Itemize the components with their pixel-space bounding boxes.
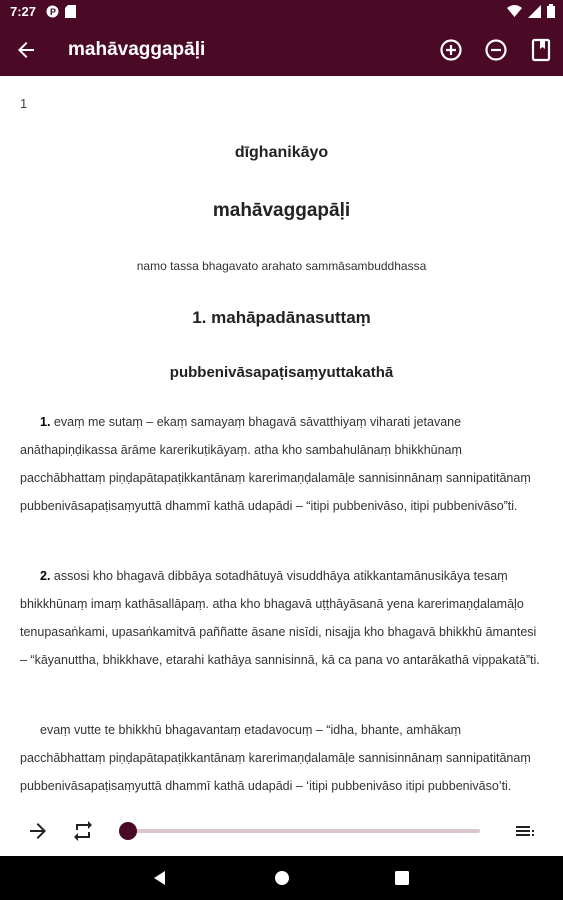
progress-thumb[interactable] xyxy=(119,822,137,840)
nav-home-icon[interactable] xyxy=(272,868,292,888)
paragraph-text: assosi kho bhagavā dibbāya sotadhātuyā visuddhāya atikkantamānusikāya tesaṃ bhikkhūnaṃ imaṃ kathāsallāpaṃ. atha kho bhagavā uṭṭhāyāsanā yena karerimaṇḍalamāḷo tenupasaṅkami, upasaṅkamitvā paññatte āsane nisīdi, nisajja kho bhagavā bhikkhū āmantesi – “kāyanuttha, bhikkhave, etarahi kathāya sannisinnā, kā ca pana vo antarākathā vippakatā”ti. xyxy=(20,569,540,667)
page-number: 1 xyxy=(20,96,28,111)
wifi-icon xyxy=(507,5,522,17)
paragraph xyxy=(20,408,542,520)
playlist-icon[interactable] xyxy=(513,819,537,843)
forward-icon[interactable] xyxy=(26,819,50,843)
status-time: 7:27 xyxy=(10,4,37,19)
arrow-back-icon[interactable] xyxy=(14,38,38,62)
zoom-in-icon[interactable] xyxy=(438,37,464,63)
page-title: mahāvaggapāḷi xyxy=(68,39,206,60)
status-right-icons xyxy=(507,4,555,18)
paragraph xyxy=(20,562,542,674)
zoom-out-icon[interactable] xyxy=(483,37,509,63)
progress-track[interactable] xyxy=(128,829,480,833)
signal-icon xyxy=(528,5,541,18)
paragraph-text: evaṃ me sutaṃ – ekaṃ samayaṃ bhagavā sāvatthiyaṃ viharati jetavane anāthapiṇḍikassa ārāme karerikuṭikāyaṃ. atha kho sambahulānaṃ bhikkhūnaṃ pacchābhattaṃ piṇḍapātapaṭikkantānaṃ karerimaṇḍalamāḷe sannisinnānaṃ sannipatitānaṃ pubbenivāsapaṭisaṃyuttā dhammī kathā udapādi – “itipi pubbenivāso, itipi pubbenivāso”ti. xyxy=(20,415,531,513)
system-nav-bar xyxy=(0,856,563,900)
app-bar xyxy=(0,24,563,76)
bookmark-icon[interactable] xyxy=(528,37,554,63)
sutta-heading: 1. mahāpadānasuttaṃ xyxy=(192,308,371,327)
paragraph-number: 2. xyxy=(40,569,51,583)
paragraph xyxy=(20,716,542,800)
player-bar xyxy=(0,806,563,856)
reader-content xyxy=(0,76,563,806)
paragraph-number: 1. xyxy=(40,415,51,429)
paragraph-text: evaṃ vutte te bhikkhū bhagavantaṃ etadavocuṃ – “idha, bhante, amhākaṃ pacchābhattaṃ piṇḍapātapaṭikkantānaṃ karerimaṇḍalamāḷe sannisinnānaṃ sannipatitānaṃ pubbenivāsapaṭisaṃyuttā dhammī kathā udapādi – ‘itipi pubbenivāso itipi pubbenivāso’ti. xyxy=(20,723,531,793)
katha-heading: pubbenivāsapaṭisaṃyuttakathā xyxy=(169,364,394,381)
nav-recents-icon[interactable] xyxy=(392,868,412,888)
nikaya-heading: dīghanikāyo xyxy=(234,144,329,161)
repeat-icon[interactable] xyxy=(71,819,95,843)
book-heading: mahāvaggapāḷi xyxy=(212,200,351,221)
sd-card-icon xyxy=(65,5,76,18)
status-left-icons xyxy=(46,5,76,18)
battery-icon xyxy=(547,4,555,18)
nav-back-icon[interactable] xyxy=(150,868,170,888)
namo-line: namo tassa bhagavato arahato sammāsambuddhassa xyxy=(136,259,427,273)
notification-p-icon xyxy=(46,5,59,18)
status-bar xyxy=(0,0,563,24)
svg-text:P: P xyxy=(50,7,57,17)
